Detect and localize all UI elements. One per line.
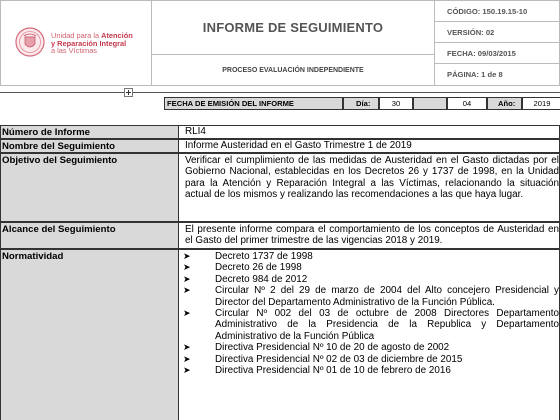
arrowhead-bullet-icon: ➤ [183,285,191,296]
report-number-label: Número de Informe [0,125,178,139]
coat-of-arms-icon [15,27,45,57]
list-item: ➤ Directiva Presidencial Nº 02 de 03 de diciembre de 2015 [183,353,463,365]
year-value: 2019 [522,97,560,110]
process-name: PROCESO EVALUACIÓN INDEPENDIENTE [222,66,364,74]
table-row [0,153,560,222]
list-item: ➤ Decreto 26 de 1998 [183,262,302,274]
table-row [0,125,560,139]
subtitle-cell [151,54,435,86]
regulations-list [178,249,560,420]
logo-cell [0,0,152,86]
month-label-cell [413,97,447,110]
day-label: Día: [343,97,379,110]
meta-version: VERSIÓN: 02 [434,21,560,43]
regulations-label: Normatividad [0,249,178,420]
arrowhead-bullet-icon: ➤ [183,273,191,284]
scope-value: El presente informe compara el comportamiento de los conceptos de Austeridad en el Gasto del primer trimestre de las vigencias 2018 y 2019. [178,222,560,249]
list-item: ➤ Directiva Presidencial Nº 01 de 10 de febrero de 2016 [183,365,451,377]
year-label: Año: [487,97,522,110]
table-row [0,139,560,153]
tracking-name-value: Informe Austeridad en el Gasto Trimestre 1 de 2019 [178,139,560,153]
list-item: ➤ Decreto 1737 de 1998 [183,251,313,262]
arrowhead-bullet-icon: ➤ [183,262,191,273]
scope-label: Alcance del Seguimiento [0,222,178,249]
list-item: ➤ Directiva Presidencial Nº 10 de 20 de agosto de 2002 [183,342,450,354]
row-divider [133,92,560,93]
list-item: ➤ Circular Nº 2 del 29 de marzo de 2004 del Alto concejero Presidencial y Director del Departamento Administrativo de la Función Pública. [183,285,559,308]
arrowhead-bullet-icon: ➤ [183,308,191,319]
arrowhead-bullet-icon: ➤ [183,365,191,376]
objective-value: Verificar el cumplimiento de las medidas de Austeridad en el Gasto dictadas por el Gobierno Nacional, establecidas en los Decretos 26 y 1737 de 1998, en la Unidad para la Atención y Reparación Integral a las Víctimas, relacionando la situación actual de los mismos y realizando las recomendaciones a las que haya lugar. [178,153,560,222]
list-item: ➤ Circular Nº 002 del 03 de octubre de 2008 Directores Departamento Administrativo de la Presidencia de la Republica y Departamento Administrativo de la Función Pública [183,308,559,342]
day-value: 30 [379,97,413,110]
meta-fecha: FECHA: 09/03/2015 [434,42,560,64]
meta-codigo: CÓDIGO: 150.19.15-10 [434,0,560,22]
title-cell [151,0,435,55]
objective-label: Objetivo del Seguimiento [0,153,178,222]
meta-pagina: PÁGINA: 1 de 8 [434,63,560,86]
row-divider [0,92,124,93]
document-title: INFORME DE SEGUIMIENTO [202,20,384,35]
tracking-name-label: Nombre del Seguimiento [0,139,178,153]
logo-wordmark: Unidad para la Atención y Reparación Integral a las Víctimas [51,31,133,56]
report-number-value: RLI4 [178,125,560,139]
arrowhead-bullet-icon: ➤ [183,251,191,261]
arrowhead-bullet-icon: ➤ [183,353,191,364]
table-row [0,222,560,249]
document-header [0,0,560,86]
expand-plus-icon[interactable] [124,88,133,97]
emission-date-label: FECHA DE EMISIÓN DEL INFORME [164,97,343,110]
table-row [0,249,560,420]
arrowhead-bullet-icon: ➤ [183,342,191,353]
list-item: ➤ Decreto 984 de 2012 [183,273,308,285]
month-value: 04 [447,97,487,110]
